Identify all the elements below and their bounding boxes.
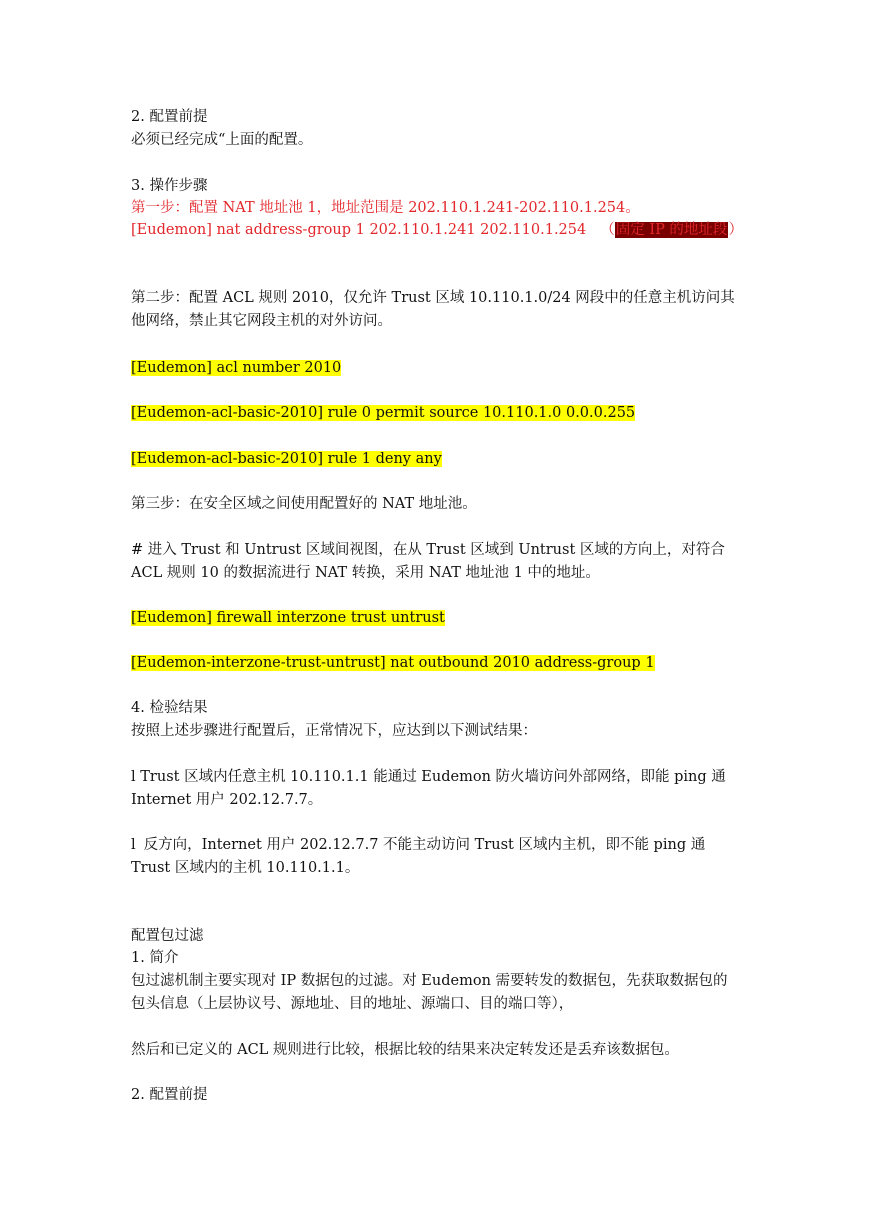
packet-filter-intro: 包过滤机制主要实现对 IP 数据包的过滤。对 Eudemon 需要转发的数据包，先获取数据包的包头信息（上层协议号、源地址、目的地址、源端口、目的端口等）， [131, 973, 728, 1012]
section-heading-prerequisites-2: 2. 配置前提 [131, 1087, 208, 1103]
result-item-1-text: Trust 区域内任意主机 10.110.1.1 能通过 Eudemon 防火墙访问外部网络，即能 ping 通 Internet 用户 202.12.7.7。 [131, 769, 726, 808]
bullet-marker: l [131, 769, 136, 785]
nat-pool-command-line [131, 220, 743, 240]
result-item-1 [131, 766, 739, 812]
step-three-note: # 进入 Trust 和 Untrust 区域间视图，在从 Trust 区域到 Untrust 区域的方向上，对符合 ACL 规则 10 的数据流进行 NAT 转换，采用 NAT 地址池 1 中的地址。 [131, 542, 725, 581]
prerequisites-text: 必须已经完成“上面的配置。 [131, 132, 313, 148]
nat-outbound-command: [Eudemon-interzone-trust-untrust] nat outbound 2010 address-group 1 [131, 655, 655, 671]
verify-intro-text: 按照上述步骤进行配置后，正常情况下，应达到以下测试结果： [131, 723, 537, 739]
result-item-2-text: 反方向，Internet 用户 202.12.7.7 不能主动访问 Trust 区域内主机，即不能 ping 通 Trust 区域内的主机 10.110.1.1。 [131, 837, 706, 876]
step-three-text: 第三步：在安全区域之间使用配置好的 NAT 地址池。 [131, 496, 477, 512]
packet-filter-title: 配置包过滤 [131, 928, 204, 944]
step-one-text: 第一步：配置 NAT 地址池 1，地址范围是 202.110.1.241-202.110.1.254。 [131, 200, 640, 216]
packet-filter-intro-2: 然后和已定义的 ACL 规则进行比较，根据比较的结果来决定转发还是丢弃该数据包。 [131, 1042, 679, 1058]
bullet-marker: l [131, 837, 136, 853]
section-heading-intro: 1. 简介 [131, 950, 179, 966]
acl-rule-1-command: [Eudemon-acl-basic-2010] rule 1 deny any [131, 451, 442, 467]
acl-number-command: [Eudemon] acl number 2010 [131, 360, 342, 376]
section-heading-verify: 4. 检验结果 [131, 700, 208, 716]
section-heading-steps: 3. 操作步骤 [131, 178, 208, 194]
note-close-paren: ） [728, 222, 743, 238]
nat-pool-command: [Eudemon] nat address-group 1 202.110.1.241 202.110.1.254 [131, 222, 587, 238]
note-open-paren: （ [600, 222, 615, 238]
acl-rule-0-command: [Eudemon-acl-basic-2010] rule 0 permit source 10.110.1.0 0.0.0.255 [131, 405, 636, 421]
fixed-ip-range-note: 固定 IP 的地址段 [615, 222, 728, 238]
step-two-text: 第二步：配置 ACL 规则 2010，仅允许 Trust 区域 10.110.1.0/24 网段中的任意主机访问其他网络，禁止其它网段主机的对外访问。 [131, 290, 735, 329]
firewall-interzone-command: [Eudemon] firewall interzone trust untrust [131, 610, 445, 626]
result-item-2 [131, 834, 739, 880]
section-heading-prerequisites: 2. 配置前提 [131, 109, 208, 125]
